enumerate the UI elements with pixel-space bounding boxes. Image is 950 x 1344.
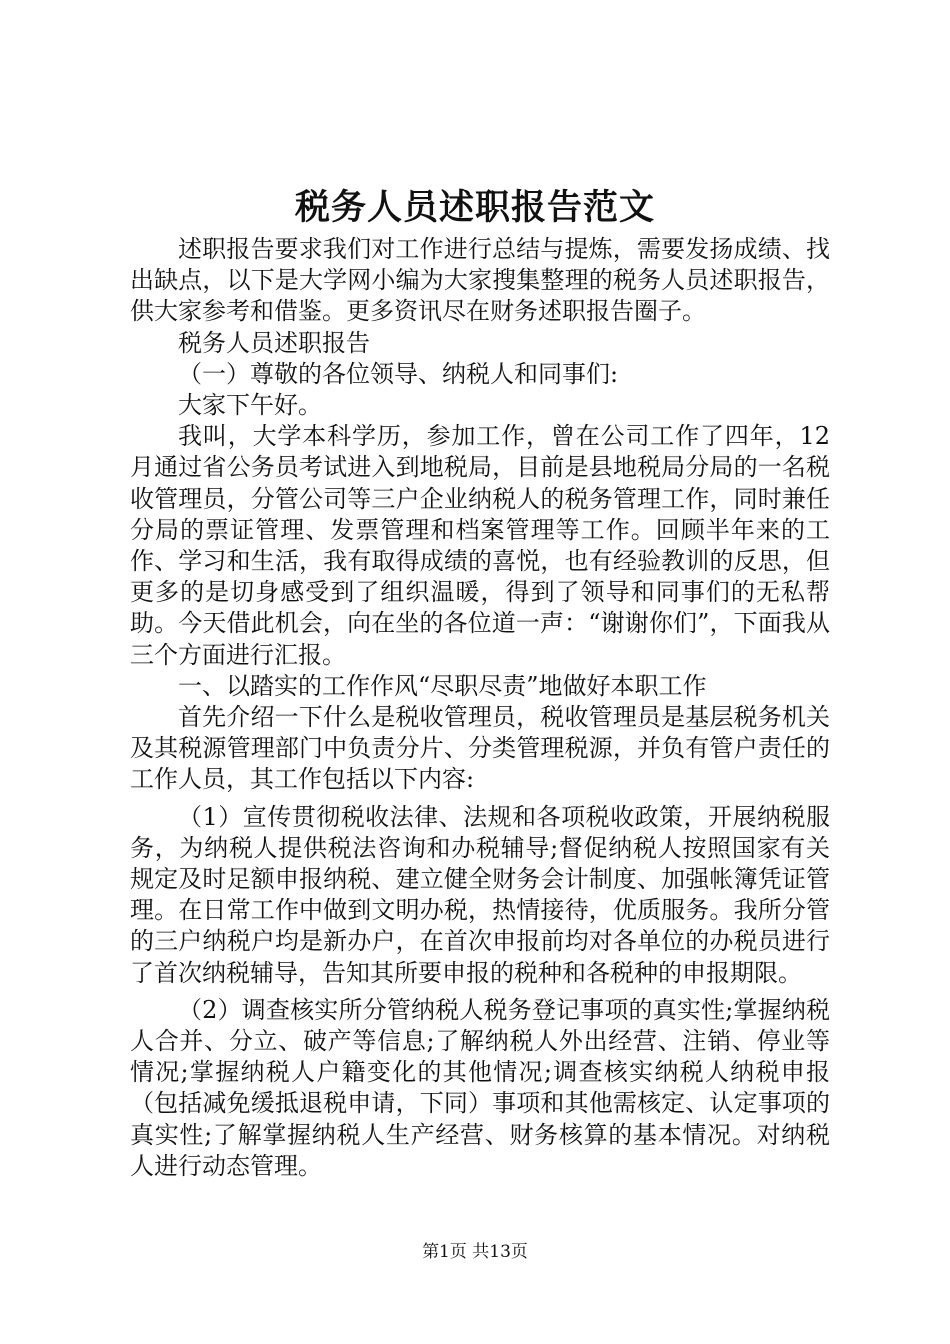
section-heading-1: 一、以踏实的工作作风“尽职尽责”地做好本职工作 (178, 671, 707, 700)
greeting: 大家下午好。 (178, 391, 322, 420)
duty-item-1: （1）宣传贯彻税收法律、法规和各项税收政策，开展纳税服务，为纳税人提供税法咨询和办税辅导;督促纳税人按照国家有关规定及时足额申报纳税、建立健全财务会计制度、加强帐簿凭证管理。在日常工作中做到文明办税，热情接待，优质服务。我所分管的三户纳税户均是新办户，在首次申报前均对各单位的办税员进行了首次纳税辅导，告知其所要申报的税种和各税种的申报期限。 (130, 802, 830, 987)
report-heading: 税务人员述职报告 (178, 328, 370, 357)
document-body (130, 234, 830, 1182)
salutation: （一）尊敬的各位领导、纳税人和同事们: (178, 359, 619, 388)
page-number-footer: 第1页 共13页 (422, 1242, 528, 1262)
document-title: 税务人员述职报告范文 (294, 187, 655, 228)
self-introduction-paragraph: 我叫，大学本科学历，参加工作，曾在公司工作了四年，12月通过省公务员考试进入到地税局，目前是县地税局分局的一名税收管理员，分管公司等三户企业纳税人的税务管理工作，同时兼任分局的票证管理、发票管理和档案管理等工作。回顾半年来的工作、学习和生活，我有取得成绩的喜悦，也有经验教训的反思，但更多的是切身感受到了组织温暖，得到了领导和同事们的无私帮助。今天借此机会，向在坐的各位道一声：“谢谢你们”，下面我从三个方面进行汇报。 (130, 422, 830, 669)
duty-item-2: （2）调查核实所分管纳税人税务登记事项的真实性;掌握纳税人合并、分立、破产等信息;了解纳税人外出经营、注销、停业等情况;掌握纳税人户籍变化的其他情况;调查核实纳税人纳税申报（包括减免缓抵退税申请，下同）事项和其他需核定、认定事项的真实性;了解掌握纳税人生产经营、财务核算的基本情况。对纳税人进行动态管理。 (130, 995, 830, 1180)
intro-paragraph: 述职报告要求我们对工作进行总结与提炼，需要发扬成绩、找出缺点，以下是大学网小编为大家搜集整理的税务人员述职报告，供大家参考和借鉴。更多资讯尽在财务述职报告圈子。 (130, 235, 830, 326)
tax-manager-definition-paragraph: 首先介绍一下什么是税收管理员，税收管理员是基层税务机关及其税源管理部门中负责分片、分类管理税源，并负有管户责任的工作人员，其工作包括以下内容: (130, 703, 830, 794)
